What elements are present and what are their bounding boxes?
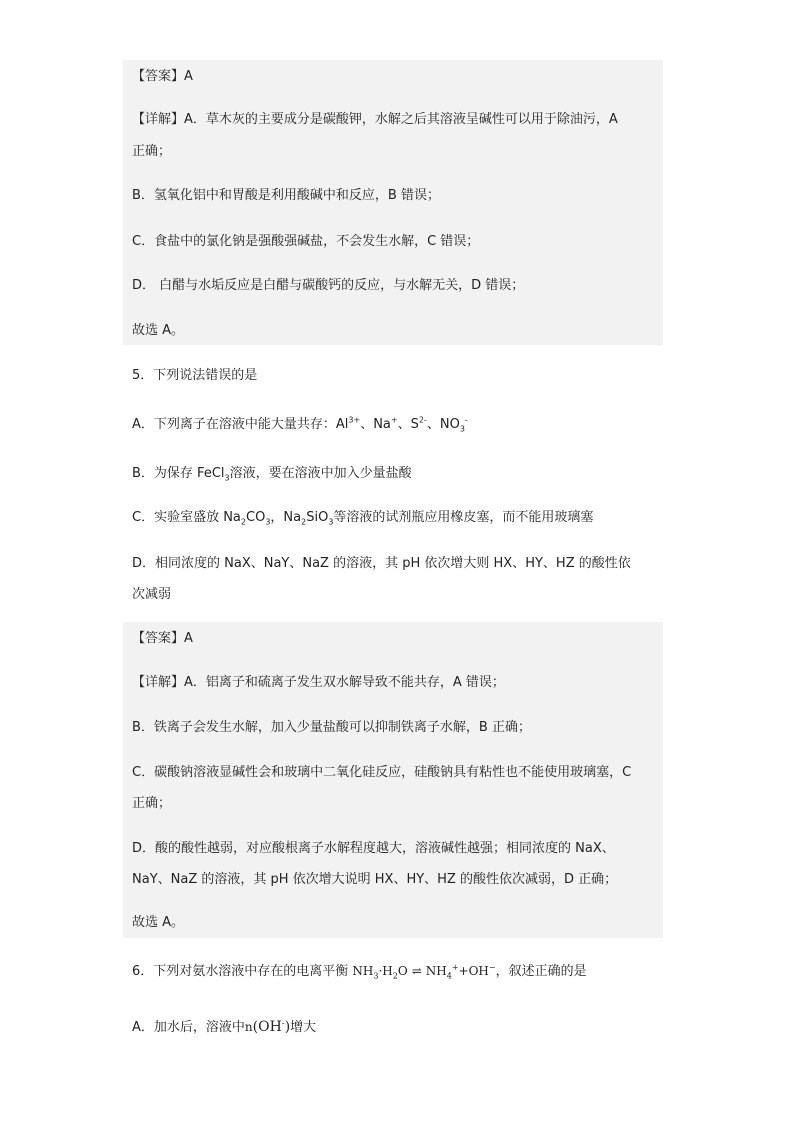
question-5-stem: 5．下列说法错误的是: [132, 368, 258, 383]
detail-line-1: 【详解】A．草木灰的主要成分是碳酸钾，水解之后其溶液呈碱性可以用于除油污，A: [132, 112, 618, 127]
equilibrium-equation: $NH_3\cdot H_2O$ ⇌ $NH_4^++OH^-$: [352, 963, 496, 981]
detail-option-b: B．铁离子会发生水解，加入少量盐酸可以抑制铁离子水解，B 正确；: [132, 720, 531, 735]
detail-option-d-line-2: NaY、NaZ 的溶液，其 pH 依次增大说明 HX、HY、HZ 的酸性依次减弱，D 正确；: [132, 872, 618, 887]
answer-label: 【答案】A: [132, 69, 193, 84]
detail-option-b: B．氢氧化铝中和胃酸是利用酸碱中和反应，B 错误；: [132, 188, 440, 203]
detail-option-c: C．食盐中的氯化钠是强酸强碱盐，不会发生水解，C 错误；: [132, 234, 480, 249]
question-5-option-d-line-2: 次减弱: [132, 587, 172, 602]
question-5-option-b: B．为保存 FeCl$_3$溶液，要在溶液中加入少量盐酸: [132, 466, 412, 483]
detail-option-c-line-2: 正确；: [132, 796, 172, 811]
question-6-option-a: A．加水后，溶液中n(OH-)增大: [132, 1018, 317, 1035]
question-5-option-c: C．实验室盛放 $Na_2CO_3$，$Na_2SiO_3$等溶液的试剂瓶应用橡皮塞，而不能用玻璃塞: [132, 510, 594, 527]
detail-line-2: 正确；: [132, 144, 172, 159]
conclusion: 故选 A。: [132, 323, 185, 338]
detail-option-d-line-1: D．酸的酸性越弱，对应酸根离子水解程度越大，溶液碱性越强；相同浓度的 NaX、: [132, 841, 615, 856]
equilibrium-arrow-icon: ⇌: [411, 964, 422, 978]
detail-line-1: 【详解】A．铝离子和硫离子发生双水解导致不能共存，A 错误；: [132, 675, 505, 690]
detail-option-d: D． 白醋与水垢反应是白醋与碳酸钙的反应，与水解无关，D 错误；: [132, 278, 525, 293]
detail-option-c-line-1: C．碳酸钠溶液显碱性会和玻璃中二氧化硅反应，硅酸钠具有粘性也不能使用玻璃塞，C: [132, 765, 632, 780]
conclusion: 故选 A。: [132, 915, 185, 930]
question-6-stem: 6．下列对氨水溶液中存在的电离平衡 $NH_3\cdot H_2O$ ⇌ $NH_4^++OH^-$，叙述正确的是: [132, 963, 587, 981]
question-5-option-a: A．下列离子在溶液中能大量共存：$Al^{3+}$、Na+、$S^{2-}$、$NO_3^-$: [132, 415, 468, 434]
answer-label: 【答案】A: [132, 631, 193, 646]
question-5-option-d-line-1: D．相同浓度的 NaX、NaY、NaZ 的溶液，其 pH 依次增大则 HX、HY、HZ 的酸性依: [132, 556, 631, 571]
